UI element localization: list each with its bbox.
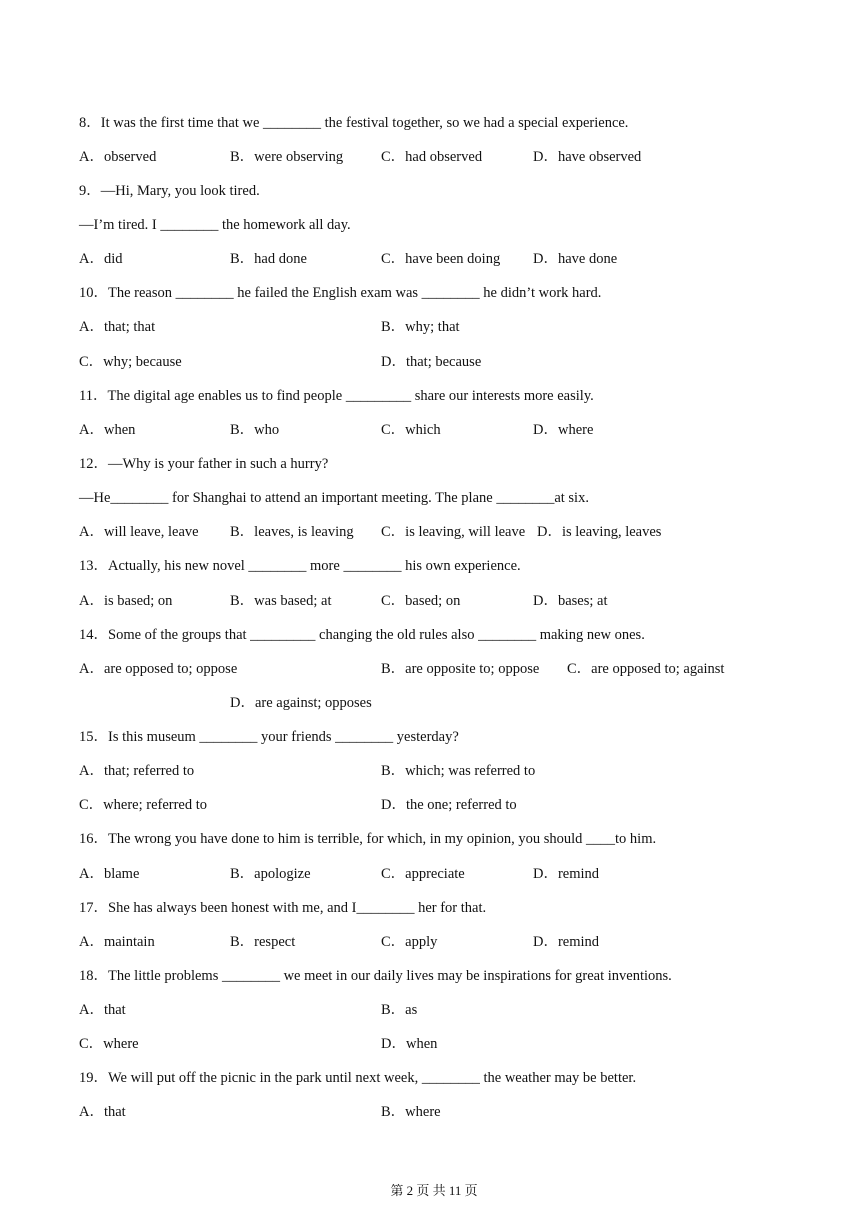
option-d: D．the one; referred to (381, 797, 517, 813)
option-d: D．that; because (381, 354, 482, 370)
options-row-q10-ab (0, 317, 868, 337)
options-row-q16 (0, 864, 868, 884)
option-b: B．who (230, 422, 280, 438)
options-row-q11 (0, 420, 868, 440)
options-row-q19-ab (0, 1102, 868, 1122)
option-a: A．that; that (79, 319, 156, 335)
option-a: A．that (79, 1002, 126, 1018)
option-a: A．when (79, 422, 136, 438)
options-row-q18-ab (0, 1000, 868, 1020)
question-9-reply: —I’m tired. I ________ the homework all day. (79, 217, 351, 233)
option-b: B．had done (230, 251, 307, 267)
option-c: C．why; because (79, 354, 182, 370)
options-row-q8 (0, 147, 868, 167)
option-b: B．why; that (381, 319, 460, 335)
option-d: D．remind (533, 934, 600, 950)
option-c: C．which (381, 422, 441, 438)
question-17: 17．She has always been honest with me, and I________ her for that. (79, 900, 487, 916)
page-number-footer: 第 2 页 共 11 页 (390, 1183, 478, 1198)
option-b: B．leaves, is leaving (230, 524, 354, 540)
question-15: 15．Is this museum ________ your friends ________ yesterday? (79, 729, 459, 745)
question-12-reply: —He________ for Shanghai to attend an important meeting. The plane ________at six. (79, 490, 589, 506)
option-b: B．which; was referred to (381, 763, 536, 779)
option-b: B．respect (230, 934, 296, 950)
option-d: D．are against; opposes (230, 695, 372, 711)
option-b: B．was based; at (230, 593, 332, 609)
question-18: 18．The little problems ________ we meet in our daily lives may be inspirations for great inventions. (79, 968, 672, 984)
option-a: A．that; referred to (79, 763, 195, 779)
question-9: 9．—Hi, Mary, you look tired. (79, 183, 260, 199)
option-a: A．blame (79, 866, 140, 882)
option-c: C．where; referred to (79, 797, 208, 813)
option-d: D．bases; at (533, 593, 608, 609)
options-row-q13 (0, 591, 868, 611)
options-row-q18-cd (0, 1034, 868, 1054)
option-c: C．is leaving, will leave (381, 524, 526, 540)
question-10: 10．The reason ________ he failed the English exam was ________ he didn’t work hard. (79, 285, 602, 301)
option-c: C．apply (381, 934, 438, 950)
option-c: C．had observed (381, 149, 483, 165)
options-row-q17 (0, 932, 868, 952)
option-d: D．remind (533, 866, 600, 882)
option-c: C．based; on (381, 593, 461, 609)
option-d: D．have observed (533, 149, 642, 165)
option-a: A．is based; on (79, 593, 173, 609)
option-b: B．where (381, 1104, 441, 1120)
option-a: A．observed (79, 149, 157, 165)
question-11: 11．The digital age enables us to find people _________ share our interests more easily. (79, 388, 594, 404)
option-d: D．is leaving, leaves (537, 524, 662, 540)
question-12: 12．—Why is your father in such a hurry? (79, 456, 329, 472)
option-d: D．when (381, 1036, 438, 1052)
option-b: B．as (381, 1002, 418, 1018)
option-c: C．are opposed to; against (567, 661, 725, 677)
option-a: A．will leave, leave (79, 524, 199, 540)
option-c: C．have been doing (381, 251, 501, 267)
option-c: C．appreciate (381, 866, 465, 882)
options-row-q9 (0, 249, 868, 269)
options-row-q14-d (0, 693, 868, 713)
option-a: A．maintain (79, 934, 155, 950)
question-13: 13．Actually, his new novel ________ more ________ his own experience. (79, 558, 521, 574)
option-d: D．where (533, 422, 594, 438)
options-row-q10-cd (0, 352, 868, 372)
option-a: A．that (79, 1104, 126, 1120)
options-row-q12 (0, 522, 868, 542)
option-a: A．did (79, 251, 123, 267)
options-row-q14-abc (0, 659, 868, 679)
question-19: 19．We will put off the picnic in the park until next week, ________ the weather may be better. (79, 1070, 637, 1086)
option-b: B．were observing (230, 149, 344, 165)
option-b: B．apologize (230, 866, 311, 882)
option-d: D．have done (533, 251, 618, 267)
option-b: B．are opposite to; oppose (381, 661, 540, 677)
option-a: A．are opposed to; oppose (79, 661, 238, 677)
options-row-q15-cd (0, 795, 868, 815)
question-14: 14．Some of the groups that _________ changing the old rules also ________ making new ones. (79, 627, 645, 643)
question-8: 8．It was the first time that we ________ the festival together, so we had a special experience. (79, 115, 629, 131)
options-row-q15-ab (0, 761, 868, 781)
option-c: C．where (79, 1036, 139, 1052)
question-16: 16．The wrong you have done to him is terrible, for which, in my opinion, you should ____to him. (79, 831, 657, 847)
